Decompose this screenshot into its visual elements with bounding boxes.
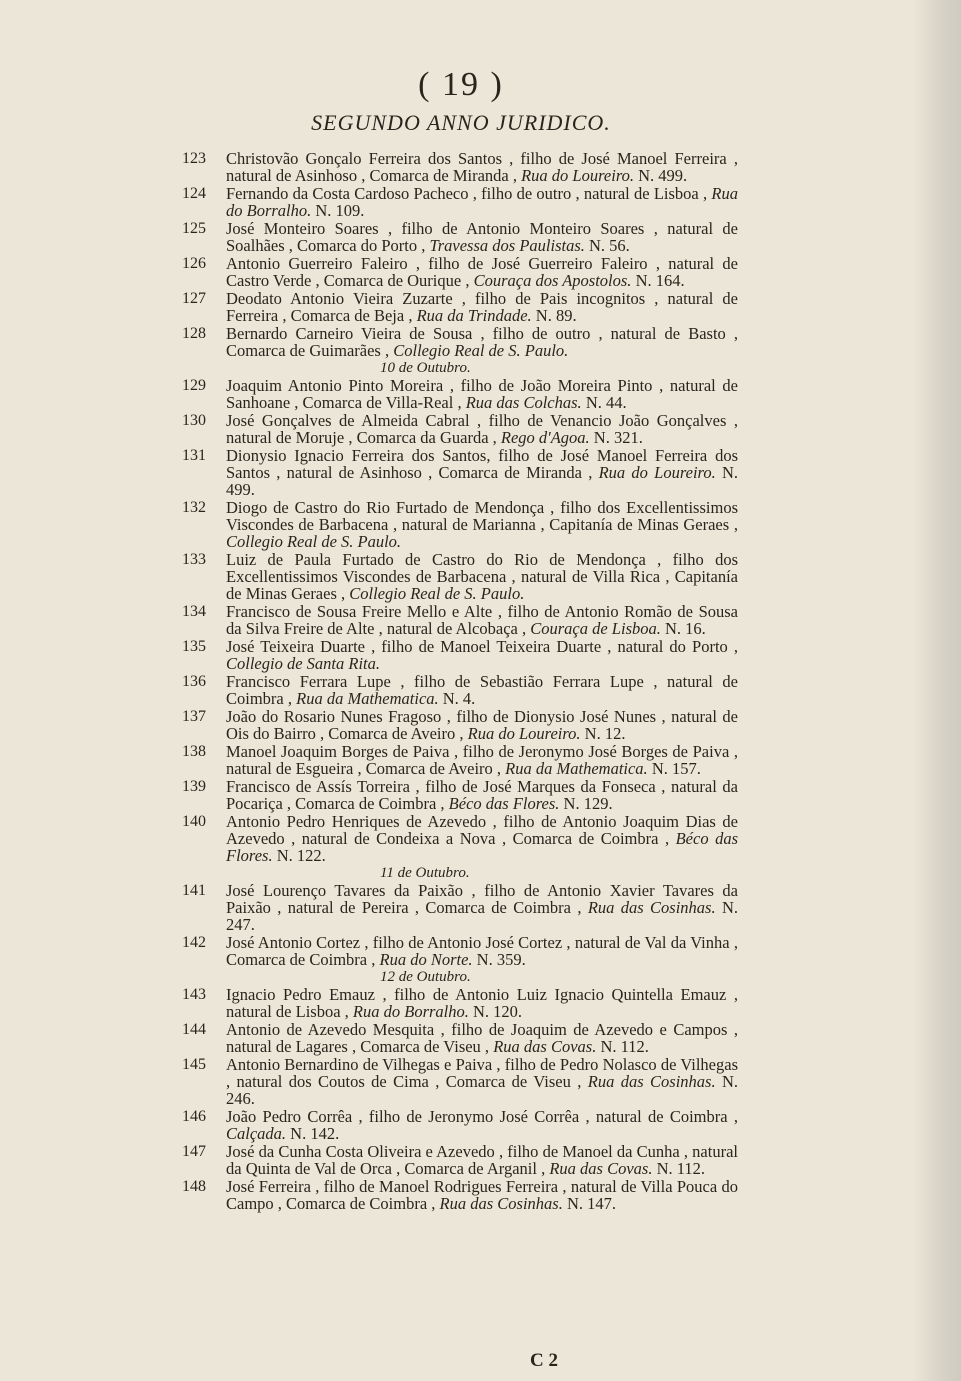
entry-number: 144 [182, 1021, 206, 1038]
entry-number: 134 [182, 603, 206, 620]
list-item [0, 1178, 961, 1213]
entry-description: Diogo de Castro do Rio Furtado de Mendonça , filho dos Excellentissimos Viscondes de Barbacena , natural de Marianna , Capitanía de Minas Geraes , [226, 498, 738, 534]
entry-address: Rua das Covas. [493, 1037, 597, 1056]
entry-number: 138 [182, 743, 206, 760]
list-item [0, 499, 961, 551]
list-item [0, 813, 961, 865]
entry-text [226, 708, 738, 743]
entry-description: Joaquim Antonio Pinto Moreira , filho de João Moreira Pinto , natural de Sanhoane , Comarca de Villa-Real , [226, 376, 738, 412]
entry-house-number: N. 89. [535, 306, 577, 325]
entry-house-number: N. 109. [315, 201, 365, 220]
entry-address: Rua das Covas. [549, 1159, 653, 1178]
entry-house-number: N. 359. [476, 950, 526, 969]
entry-description: Francisco de Assís Torreira , filho de José Marques da Fonseca , natural da Pocariça , Comarca de Coimbra , [226, 777, 738, 813]
entry-address: Béco das Flores. [448, 794, 560, 813]
list-item [0, 934, 961, 969]
entry-description: Luiz de Paula Furtado de Castro do Rio de Mendonça , filho dos Excellentissimos Viscondes de Barbacena , natural de Villa Rica , Capitanía de Minas Geraes , [226, 550, 738, 603]
entry-address: Rua da Mathematica. [505, 759, 648, 778]
entry-address: Rua das Colchas. [465, 393, 582, 412]
entry-text [226, 1143, 738, 1178]
list-item [0, 150, 961, 185]
entry-text [226, 986, 738, 1021]
list-item [0, 638, 961, 673]
list-item [0, 673, 961, 708]
entry-address: Calçada. [226, 1124, 287, 1143]
entry-house-number: N. 142. [290, 1124, 340, 1143]
entry-address: Rua do Borralho. [226, 184, 738, 220]
entry-text [226, 551, 738, 603]
entry-address: Rua da Mathematica. [296, 689, 439, 708]
entry-text [226, 377, 738, 412]
entry-text [226, 255, 738, 290]
entry-description: Antonio de Azevedo Mesquita , filho de Joaquim de Azevedo e Campos , natural de Lagares , Comarca de Viseu , [226, 1020, 738, 1056]
entry-number: 129 [182, 377, 206, 394]
entry-number: 145 [182, 1056, 206, 1073]
list-item [0, 412, 961, 447]
entry-house-number: N. 112. [600, 1037, 649, 1056]
entry-description: José Ferreira , filho de Manoel Rodrigues Ferreira , natural de Villa Pouca do Campo , Comarca de Coimbra , [226, 1177, 738, 1213]
entry-number: 146 [182, 1108, 206, 1125]
list-item [0, 882, 961, 934]
entry-house-number: N. 147. [566, 1194, 617, 1213]
date-heading: 11 de Outubro. [380, 865, 470, 881]
entry-number: 147 [182, 1143, 206, 1160]
list-item [0, 986, 961, 1021]
entry-text [226, 150, 738, 185]
entry-address: Rua do Norte. [379, 950, 473, 969]
entry-house-number: N. 56. [589, 236, 630, 255]
list-item [0, 447, 961, 499]
entry-house-number: N. 499. [638, 166, 688, 185]
entry-house-number: N. 4. [442, 689, 476, 708]
entry-house-number: N. 120. [473, 1002, 523, 1021]
list-item [0, 185, 961, 220]
entry-text [226, 813, 738, 865]
entry-text [226, 1021, 738, 1056]
list-item [0, 743, 961, 778]
entry-text [226, 603, 738, 638]
entry-address: Couraça de Lisboa. [530, 619, 661, 638]
page-number: ( 19 ) [418, 66, 504, 103]
entry-house-number: N. 44. [585, 393, 627, 412]
running-head: SEGUNDO ANNO JURIDICO. [311, 110, 611, 135]
entry-text [226, 638, 738, 673]
entry-number: 127 [182, 290, 206, 307]
entry-description: José Monteiro Soares , filho de Antonio Monteiro Soares , natural de Soalhães , Comarca do Porto , [226, 219, 738, 255]
entry-house-number: N. 129. [563, 794, 613, 813]
entry-description: Francisco de Sousa Freire Mello e Alte , filho de Antonio Romão de Sousa da Silva Freire de Alte , natural de Alcobaça , [226, 602, 738, 638]
entry-address: Rua do Loureiro. [521, 166, 634, 185]
list-item [0, 708, 961, 743]
entry-number: 143 [182, 986, 206, 1003]
list-item [0, 377, 961, 412]
entry-house-number: N. 112. [656, 1159, 706, 1178]
entry-description: Christovão Gonçalo Ferreira dos Santos , filho de José Manoel Ferreira , natural de Asinhoso , Comarca de Miranda , [226, 149, 738, 185]
entry-text [226, 185, 738, 220]
entry-text [226, 220, 738, 255]
entry-text [226, 325, 738, 360]
entry-address: Travessa dos Paulistas. [429, 236, 585, 255]
entry-address: Rua das Cosinhas. [587, 898, 716, 917]
entry-list [0, 150, 961, 1213]
entry-address: Rego d'Agoa. [500, 428, 590, 447]
entry-number: 140 [182, 813, 206, 830]
entry-number: 126 [182, 255, 206, 272]
entry-description: José Antonio Cortez , filho de Antonio José Cortez , natural de Val da Vinha , Comarca de Coimbra , [226, 933, 738, 969]
entry-number: 131 [182, 447, 206, 464]
entry-description: Antonio Guerreiro Faleiro , filho de José Guerreiro Faleiro , natural de Castro Verde , Comarca de Ourique , [226, 254, 738, 290]
list-item [0, 1056, 961, 1108]
list-item [0, 778, 961, 813]
entry-text [226, 934, 738, 969]
entry-description: Ignacio Pedro Emauz , filho de Antonio Luiz Ignacio Quintella Emauz , natural de Lisboa , [226, 985, 738, 1021]
entry-address: Collegio Real de S. Paulo. [226, 532, 402, 551]
entry-text [226, 743, 738, 778]
entry-house-number: N. 12. [584, 724, 626, 743]
list-item [0, 603, 961, 638]
list-item [0, 220, 961, 255]
entry-text [226, 673, 738, 708]
entry-description: Antonio Bernardino de Vilhegas e Paiva , filho de Pedro Nolasco de Vilhegas , natural dos Coutos de Cima , Comarca de Viseu , [226, 1055, 738, 1091]
entry-text [226, 778, 738, 813]
entry-number: 130 [182, 412, 206, 429]
date-heading: 12 de Outubro. [380, 969, 471, 985]
entry-text [226, 290, 738, 325]
entry-house-number: N. 321. [593, 428, 643, 447]
entry-address: Collegio Real de S. Paulo. [393, 341, 569, 360]
entry-number: 124 [182, 185, 206, 202]
entry-house-number: N. 122. [276, 846, 326, 865]
entry-address: Rua das Cosinhas. [587, 1072, 716, 1091]
entry-address: Rua do Loureiro. [598, 463, 716, 482]
entry-number: 137 [182, 708, 206, 725]
entry-address: Couraça dos Apostolos. [473, 271, 632, 290]
entry-house-number: N. 499. [226, 463, 739, 499]
entry-house-number: N. 246. [226, 1072, 739, 1108]
list-item [0, 1108, 961, 1143]
entry-address: Collegio de Santa Rita. [226, 654, 380, 673]
entry-address: Rua da Trindade. [416, 306, 532, 325]
entry-number: 133 [182, 551, 206, 568]
entry-address: Béco das Flores. [226, 829, 738, 865]
entry-number: 136 [182, 673, 206, 690]
entry-address: Rua das Cosinhas. [439, 1194, 563, 1213]
entry-text [226, 882, 738, 934]
entry-description: Deodato Antonio Vieira Zuzarte , filho de Pais incognitos , natural de Ferreira , Comarca de Beja , [226, 289, 738, 325]
list-item [0, 1021, 961, 1056]
list-item [0, 551, 961, 603]
entry-text [226, 1108, 738, 1143]
entry-number: 128 [182, 325, 206, 342]
entry-number: 123 [182, 150, 206, 167]
entry-address: Rua do Loureiro. [467, 724, 581, 743]
entry-description: João do Rosario Nunes Fragoso , filho de Dionysio José Nunes , natural de Ois do Bairro , Comarca de Aveiro , [226, 707, 738, 743]
entry-text [226, 499, 738, 551]
entry-text [226, 1178, 738, 1213]
entry-number: 148 [182, 1178, 206, 1195]
entry-number: 142 [182, 934, 206, 951]
entry-number: 125 [182, 220, 206, 237]
list-item [0, 255, 961, 290]
entry-description: José da Cunha Costa Oliveira e Azevedo , filho de Manoel da Cunha , natural da Quinta de Val de Orca , Comarca de Arganil , [226, 1142, 738, 1178]
entry-description: Fernando da Costa Cardoso Pacheco , filho de outro , natural de Lisboa , [226, 184, 708, 203]
entry-description: Antonio Pedro Henriques de Azevedo , filho de Antonio Joaquim Dias de Azevedo , natural de Condeixa a Nova , Comarca de Coimbra , [226, 812, 738, 848]
entry-house-number: N. 16. [665, 619, 706, 638]
entry-address: Collegio Real de S. Paulo. [349, 584, 525, 603]
list-item [0, 325, 961, 360]
entry-number: 141 [182, 882, 206, 899]
entry-description: Bernardo Carneiro Vieira de Sousa , filho de outro , natural de Basto , Comarca de Guimarães , [226, 324, 738, 360]
entry-description: Francisco Ferrara Lupe , filho de Sebastião Ferrara Lupe , natural de Coimbra , [226, 672, 738, 708]
entry-text [226, 447, 738, 499]
entry-description: João Pedro Corrêa , filho de Jeronymo José Corrêa , natural de Coimbra , [226, 1107, 738, 1126]
signature-mark: C 2 [530, 1350, 558, 1371]
date-heading: 10 de Outubro. [380, 360, 471, 376]
entry-description: José Lourenço Tavares da Paixão , filho de Antonio Xavier Tavares da Paixão , natural de Pereira , Comarca de Coimbra , [226, 881, 738, 917]
entry-number: 132 [182, 499, 206, 516]
entry-description: Manoel Joaquim Borges de Paiva , filho de Jeronymo José Borges de Paiva , natural de Esgueira , Comarca de Aveiro , [226, 742, 738, 778]
entry-description: José Teixeira Duarte , filho de Manoel Teixeira Duarte , natural do Porto , [226, 637, 738, 656]
entry-description: José Gonçalves de Almeida Cabral , filho de Venancio João Gonçalves , natural de Moruje , Comarca da Guarda , [226, 411, 738, 447]
entry-house-number: N. 247. [226, 898, 739, 934]
entry-text [226, 1056, 738, 1108]
entry-address: Rua do Borralho. [352, 1002, 469, 1021]
list-item [0, 1143, 961, 1178]
entry-house-number: N. 157. [651, 759, 701, 778]
entry-house-number: N. 164. [635, 271, 685, 290]
list-item [0, 290, 961, 325]
entry-text [226, 412, 738, 447]
entry-description: Dionysio Ignacio Ferreira dos Santos, filho de José Manoel Ferreira dos Santos , natural de Asinhoso , Comarca de Miranda , [226, 446, 738, 482]
entry-number: 135 [182, 638, 206, 655]
entry-number: 139 [182, 778, 206, 795]
